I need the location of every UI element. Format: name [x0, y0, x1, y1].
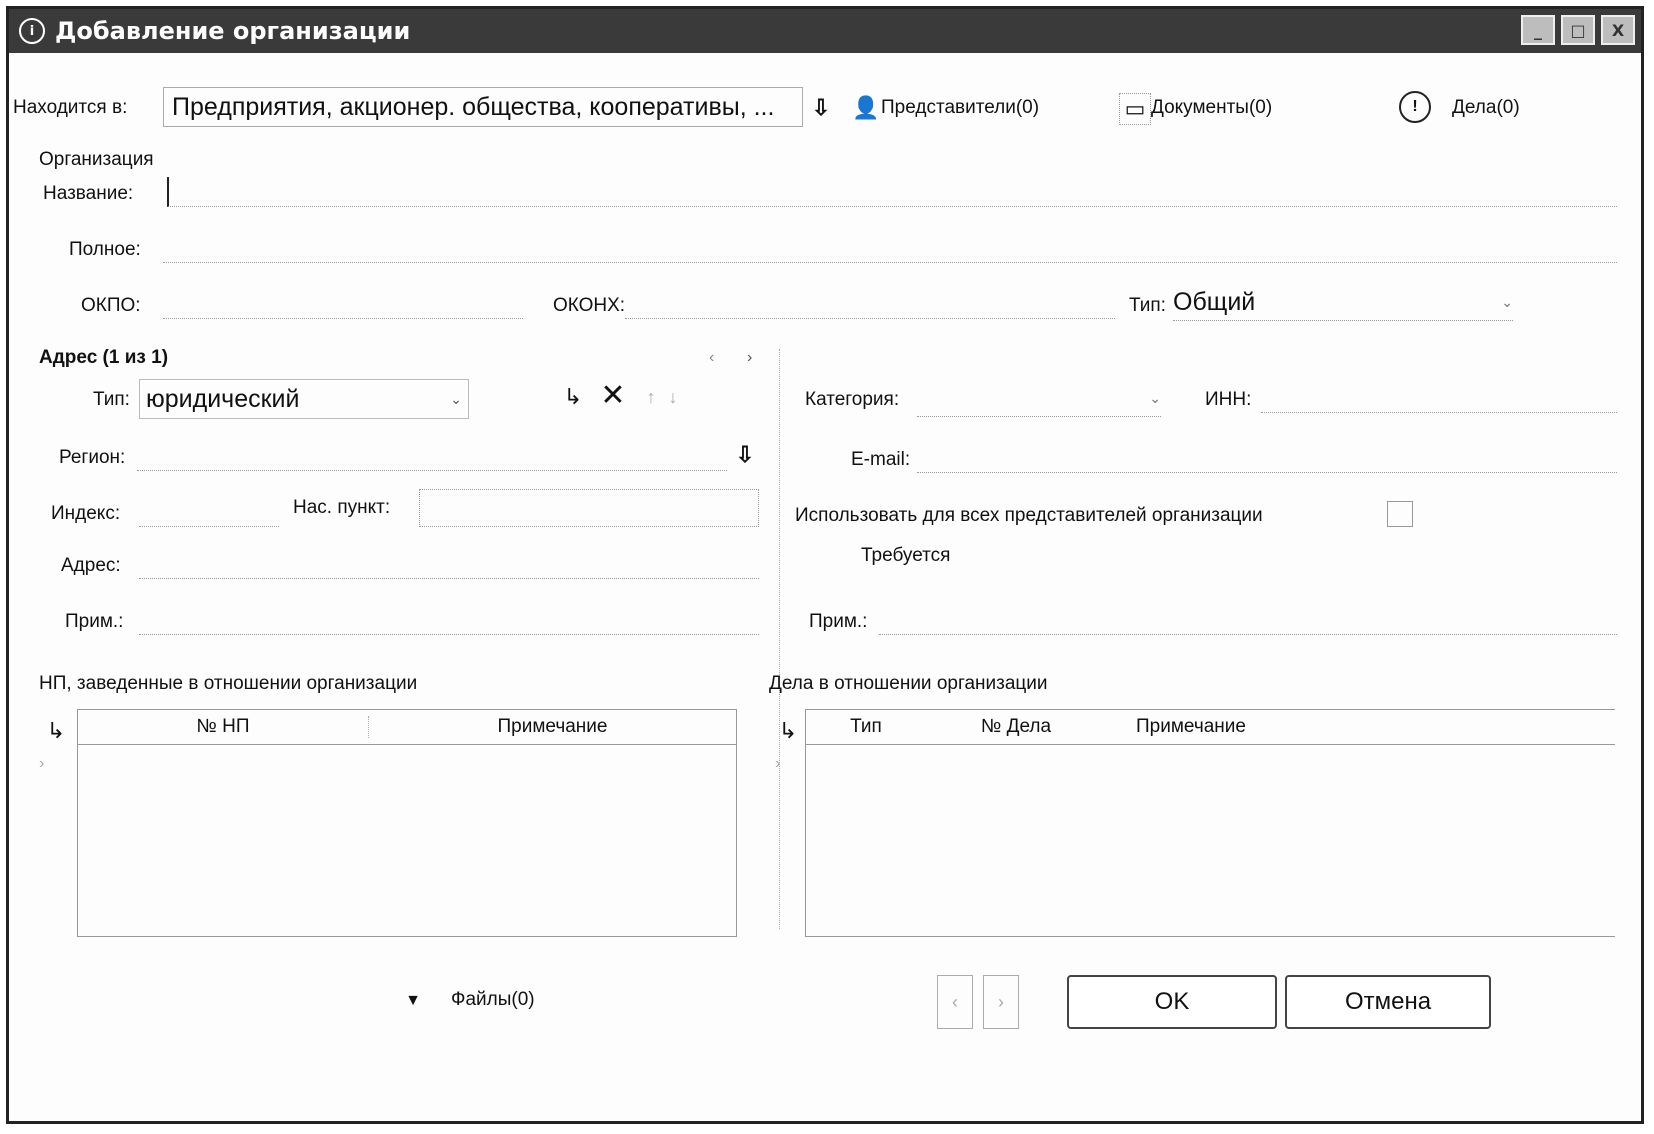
inn-label: ИНН:: [1205, 389, 1252, 410]
window-title: Добавление организации: [55, 17, 411, 45]
index-input[interactable]: [139, 497, 279, 527]
close-button[interactable]: X: [1601, 15, 1635, 45]
address-next-icon[interactable]: ›: [747, 349, 753, 366]
next-record-button[interactable]: ›: [983, 975, 1019, 1029]
add-address-icon[interactable]: ↳: [563, 384, 583, 409]
city-label: Нас. пункт:: [293, 497, 391, 518]
use-for-all-label: Использовать для всех представителей организации: [795, 505, 1263, 526]
person-icon[interactable]: 👤: [852, 95, 880, 120]
info-circle-icon[interactable]: !: [1399, 91, 1431, 123]
full-name-label: Полное:: [69, 239, 141, 260]
inn-input[interactable]: [1261, 383, 1617, 413]
np-grid-header: [78, 710, 736, 745]
column-separator: [779, 349, 780, 929]
chevron-down-icon: ⌄: [1149, 390, 1161, 406]
chevron-down-icon: ⌄: [1501, 294, 1513, 310]
cases-grid-title: Дела в отношении организации: [769, 673, 1048, 694]
cancel-button[interactable]: Отмена: [1285, 975, 1491, 1029]
category-select[interactable]: [917, 381, 1161, 417]
region-input[interactable]: [137, 441, 727, 471]
documents-link[interactable]: Документы(0): [1151, 97, 1273, 118]
maximize-button[interactable]: □: [1561, 15, 1595, 45]
files-dropdown-icon[interactable]: ▼: [405, 992, 421, 1009]
case-note-column[interactable]: Примечание: [1136, 716, 1246, 737]
region-select-arrow-icon[interactable]: ⇩: [735, 442, 755, 467]
right-note-label: Прим.:: [809, 611, 868, 632]
dialog-window: [6, 6, 1644, 1124]
use-for-all-checkbox[interactable]: [1387, 501, 1413, 527]
region-label: Регион:: [59, 447, 126, 468]
delete-address-icon[interactable]: ✕: [600, 378, 626, 412]
address-section-label: Адрес (1 из 1): [39, 347, 169, 368]
files-link[interactable]: Файлы(0): [451, 989, 535, 1010]
add-case-icon[interactable]: ↳: [778, 718, 798, 743]
np-grid-title: НП, заведенные в отношении организации: [39, 673, 418, 694]
address-type-select[interactable]: [139, 379, 469, 419]
okonh-label: ОКОНХ:: [553, 295, 626, 316]
add-np-icon[interactable]: ↳: [46, 718, 66, 743]
move-up-icon[interactable]: ↑: [646, 386, 656, 407]
okpo-label: ОКПО:: [81, 295, 141, 316]
right-note-input[interactable]: [879, 605, 1617, 635]
org-type-select[interactable]: [1173, 285, 1513, 321]
arrow-down-icon[interactable]: ⇩: [811, 95, 831, 120]
address-type-label: Тип:: [93, 389, 130, 410]
row-pointer-icon: ›: [775, 755, 781, 772]
organization-section-label: Организация: [39, 149, 154, 170]
case-number-column[interactable]: № Дела: [980, 716, 1052, 737]
email-label: E-mail:: [851, 449, 911, 470]
okonh-input[interactable]: [625, 289, 1115, 319]
address-type-value: юридический: [146, 384, 300, 413]
org-type-label: Тип:: [1129, 295, 1166, 316]
np-number-column[interactable]: № НП: [78, 716, 369, 738]
full-name-input[interactable]: [163, 233, 1617, 263]
info-icon: i: [19, 18, 45, 44]
name-input[interactable]: [167, 177, 1617, 207]
cases-grid[interactable]: [805, 709, 1615, 937]
location-label: Находится в:: [13, 97, 128, 118]
address-input[interactable]: [139, 549, 759, 579]
title-bar[interactable]: [9, 9, 1641, 53]
index-label: Индекс:: [51, 503, 121, 524]
np-grid[interactable]: [77, 709, 737, 937]
chevron-down-icon: ⌄: [450, 390, 462, 407]
np-note-column[interactable]: Примечание: [497, 716, 608, 737]
org-type-value: Общий: [1173, 288, 1256, 316]
address-prev-icon[interactable]: ‹: [709, 349, 715, 366]
cases-link[interactable]: Дела(0): [1452, 97, 1520, 118]
minimize-button[interactable]: _: [1521, 15, 1555, 45]
ok-button[interactable]: OK: [1067, 975, 1277, 1029]
location-field[interactable]: Предприятия, акционер. общества, кооперативы, ...: [163, 87, 803, 127]
cases-grid-header: [806, 710, 1615, 745]
required-label: Требуется: [861, 545, 951, 566]
okpo-input[interactable]: [163, 289, 523, 319]
address-label: Адрес:: [61, 555, 121, 576]
address-note-label: Прим.:: [65, 611, 124, 632]
move-down-icon[interactable]: ↓: [668, 386, 678, 407]
prev-record-button[interactable]: ‹: [937, 975, 973, 1029]
case-type-column[interactable]: Тип: [850, 716, 882, 737]
row-pointer-icon: ›: [39, 755, 45, 772]
city-input[interactable]: [419, 489, 759, 527]
name-label: Название:: [43, 183, 134, 204]
document-icon[interactable]: ▭: [1119, 93, 1151, 125]
address-note-input[interactable]: [139, 605, 759, 635]
email-input[interactable]: [917, 443, 1617, 473]
representatives-link[interactable]: Представители(0): [881, 97, 1040, 118]
category-label: Категория:: [805, 389, 900, 410]
